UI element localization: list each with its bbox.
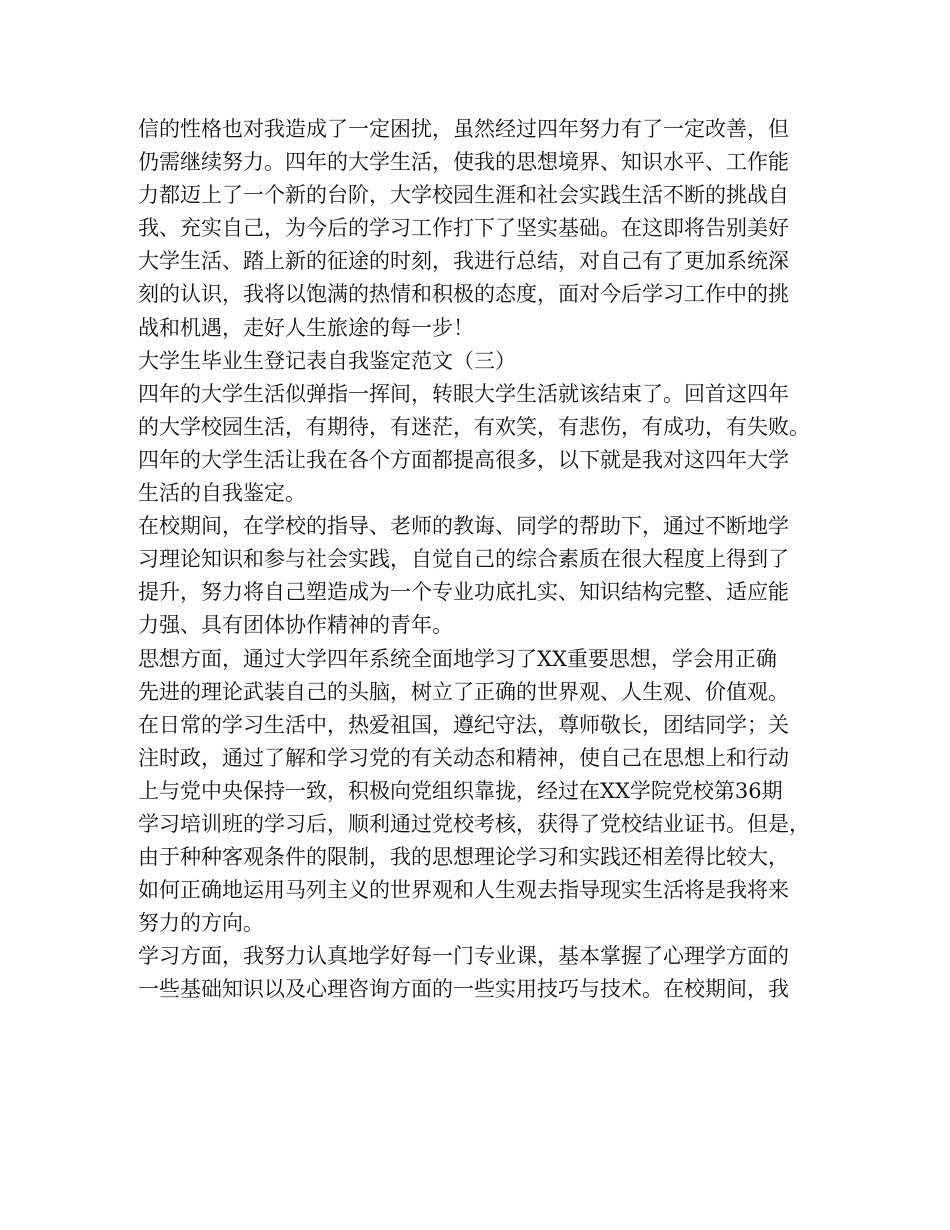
text-line: 的大学校园生活，有期待，有迷茫，有欢笑，有悲伤，有成功，有失败。: [138, 414, 810, 439]
text-line: 思想方面，通过大学四年系统全面地学习了XX重要思想，学会用正确: [138, 646, 777, 671]
text-line: 习理论知识和参与社会实践，自觉自己的综合素质在很大程度上得到了: [138, 547, 789, 572]
text-line: 生活的自我鉴定。: [138, 481, 306, 506]
text-line: 力强、具有团体协作精神的青年。: [138, 613, 453, 638]
text-line: 仍需继续努力。四年的大学生活，使我的思想境界、知识水平、工作能: [138, 150, 789, 175]
text-line: 战和机遇，走好人生旅途的每一步！: [138, 315, 474, 340]
text-line: 在日常的学习生活中，热爱祖国，遵纪守法，尊师敬长，团结同学；关: [138, 712, 789, 737]
text-line: 努力的方向。: [138, 911, 264, 936]
text-line: 学习培训班的学习后，顺利通过党校考核，获得了党校结业证书。但是，: [138, 811, 810, 836]
text-line: 一些基础知识以及心理咨询方面的一些实用技巧与技术。在校期间，我: [138, 977, 789, 1002]
text-line: 力都迈上了一个新的台阶，大学校园生涯和社会实践生活不断的挑战自: [138, 183, 789, 208]
text-line: 四年的大学生活让我在各个方面都提高很多，以下就是我对这四年大学: [138, 447, 789, 472]
text-line: 在校期间，在学校的指导、老师的教诲、同学的帮助下，通过不断地学: [138, 514, 789, 539]
text-line: 四年的大学生活似弹指一挥间，转眼大学生活就该结束了。回首这四年: [138, 381, 789, 406]
text-line: 如何正确地运用马列主义的世界观和人生观去指导现实生活将是我将来: [138, 878, 789, 903]
text-line: 我、充实自己，为今后的学习工作打下了坚实基础。在这即将告别美好: [138, 216, 789, 241]
text-line: 信的性格也对我造成了一定困扰，虽然经过四年努力有了一定改善，但: [138, 117, 789, 141]
text-line: 刻的认识，我将以饱满的热情和积极的态度，面对今后学习工作中的挑: [138, 282, 789, 307]
text-line: 提升，努力将自己塑造成为一个专业功底扎实、知识结构完整、适应能: [138, 580, 789, 605]
text-line: 由于种种客观条件的限制，我的思想理论学习和实践还相差得比较大，: [138, 845, 789, 870]
document-body: [138, 113, 828, 1007]
text-line: 大学生活、踏上新的征途的时刻，我进行总结，对自己有了更加系统深: [138, 249, 789, 274]
text-line: 上与党中央保持一致，积极向党组织靠拢，经过在XX学院党校第36期: [138, 778, 783, 803]
text-line: 学习方面，我努力认真地学好每一门专业课，基本掌握了心理学方面的: [138, 944, 789, 969]
text-line: 先进的理论武装自己的头脑，树立了正确的世界观、人生观、价值观。: [138, 679, 789, 704]
section-heading: 大学生毕业生登记表自我鉴定范文（三）: [138, 348, 516, 373]
text-line: 注时政，通过了解和学习党的有关动态和精神，使自己在思想上和行动: [138, 745, 789, 770]
